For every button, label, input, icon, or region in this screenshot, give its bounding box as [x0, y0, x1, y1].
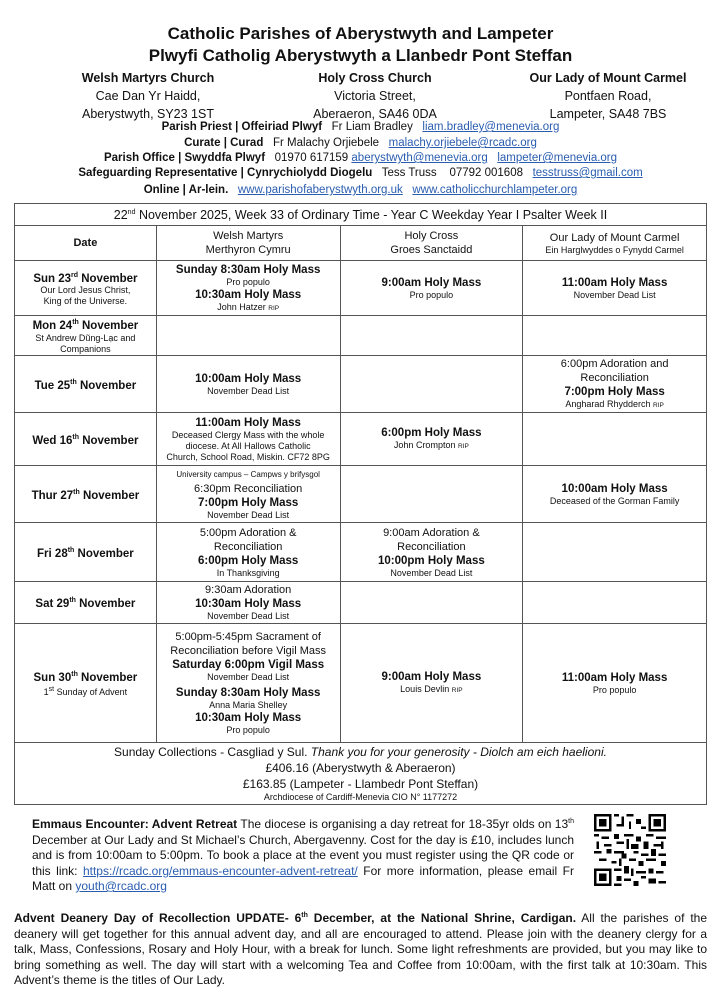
church-mount-carmel [488, 69, 721, 123]
church-address-line: Aberystwyth, SY23 1ST [81, 107, 214, 121]
holy-cross-cell [340, 356, 523, 413]
col-date-header: Date [15, 226, 157, 261]
emmaus-notice: Emmaus Encounter: Advent Retreat The diocese is organising a day retreat for 18-35yr olds on 13th December at Our Lady and St Michael’s Church, Abergavenny. Cost for the day is £10, includes lunch and is from 10:00am to 5:00pm. To book a place at the event you must register using the QR code or this link: https://rcadc.org/emmaus-encounter-advent-retreat/ For more information, please email Fr Matt on youth@rcadc.org [32, 817, 574, 893]
col-holy-cross-header: Holy Cross Groes Sanctaidd [340, 226, 523, 261]
table-row [15, 582, 707, 624]
church-name: Welsh Martyrs Church [81, 71, 215, 85]
curate-email-link[interactable]: malachy.orjiebele@rcadc.org [388, 137, 537, 149]
church-address-line: Cae Dan Yr Haidd, [95, 89, 201, 103]
holy-cross-cell: 9:00am Adoration & Reconciliation 10:00pm Holy Mass November Dead List [340, 523, 523, 582]
table-row [15, 624, 707, 743]
emmaus-title: Emmaus Encounter: Advent Retreat [32, 817, 238, 831]
holy-cross-cell [340, 466, 523, 523]
date-cell: Wed 16th November [15, 413, 157, 466]
safeguarding-line: Safeguarding Representative | Cynrychiolydd Diogelu Tess Truss 07792 001608 tesstruss@gmail.com [78, 167, 643, 179]
week-row [15, 204, 707, 226]
advent-title: Advent Deanery Day of Recollection UPDATE- 6th December, at the National Shrine, Cardigan. [14, 911, 577, 925]
date-cell: Sun 30th November 1st Sunday of Advent [15, 624, 157, 743]
mount-carmel-cell [523, 413, 707, 466]
date-cell: Fri 28th November [15, 523, 157, 582]
welsh-martyrs-cell: 5:00pm-5:45pm Sacrament of Reconciliation before Vigil Mass Saturday 6:00pm Vigil Mass November Dead List Sunday 8:30am Holy Mass Anna Maria Shelley 10:30am Holy Mass Pro populo [156, 624, 340, 743]
title-welsh: Plwyfi Catholig Aberystwyth a Llanbedr Pont Steffan [148, 46, 573, 65]
holy-cross-cell: 9:00am Holy Mass Louis Devlin RIP [340, 624, 523, 743]
date-cell: Tue 25th November [15, 356, 157, 413]
mount-carmel-cell [523, 582, 707, 624]
website-link-lampeter[interactable]: www.catholicchurchlampeter.org [412, 184, 578, 196]
welsh-martyrs-cell: University campus – Campws y brifysgol 6:30pm Reconciliation 7:00pm Holy Mass November Dead List [156, 466, 340, 523]
table-row [15, 316, 707, 356]
mount-carmel-cell: 11:00am Holy Mass Pro populo [523, 624, 707, 743]
church-name: Holy Cross Church [318, 71, 432, 85]
table-row [15, 261, 707, 316]
online-line: Online | Ar-lein. www.parishofaberystwyth.org.uk www.catholicchurchlampeter.org [143, 184, 578, 196]
welsh-martyrs-cell: 10:00am Holy Mass November Dead List [156, 356, 340, 413]
church-welsh-martyrs [28, 69, 268, 123]
mount-carmel-cell: 6:00pm Adoration and Reconciliation 7:00pm Holy Mass Angharad Rhydderch RIP [523, 356, 707, 413]
church-holy-cross [255, 69, 495, 123]
welsh-martyrs-cell: 9:30am Adoration 10:30am Holy Mass November Dead List [156, 582, 340, 624]
welsh-martyrs-cell: 11:00am Holy Mass Deceased Clergy Mass with the whole diocese. At All Hallows Catholic Church, School Road, Miskin. CF72 8PG [156, 413, 340, 466]
safeguarding-email-link[interactable]: tesstruss@gmail.com [532, 167, 643, 179]
emmaus-register-link[interactable]: https://rcadc.org/emmaus-encounter-advent-retreat/ [82, 863, 358, 878]
qr-code-icon[interactable] [594, 814, 666, 886]
welsh-martyrs-cell: 5:00pm Adoration & Reconciliation 6:00pm Holy Mass In Thanksgiving [156, 523, 340, 582]
church-address-line: Aberaeron, SA46 0DA [313, 107, 437, 121]
welsh-martyrs-cell [156, 316, 340, 356]
table-row [15, 413, 707, 466]
mount-carmel-cell [523, 523, 707, 582]
date-cell: Mon 24th November St Andrew Dũng-Lạc and Companions [15, 316, 157, 356]
parish-office-line: Parish Office | Swyddfa Plwyf 01970 617159 aberystwyth@menevia.org lampeter@menevia.org [103, 152, 618, 164]
office-email-link-lampeter[interactable]: lampeter@menevia.org [497, 152, 618, 164]
date-cell: Sun 23rd November Our Lord Jesus Christ, King of the Universe. [15, 261, 157, 316]
church-address-line: Victoria Street, [334, 89, 416, 103]
youth-email-link[interactable]: youth@rcadc.org [75, 879, 167, 893]
col-welsh-martyrs-header: Welsh Martyrs Merthyron Cymru [156, 226, 340, 261]
table-row [15, 523, 707, 582]
office-email-link[interactable]: aberystwyth@menevia.org [351, 152, 488, 164]
column-header-row [15, 226, 707, 261]
welsh-martyrs-cell: Sunday 8:30am Holy Mass Pro populo 10:30am Holy Mass John Hatzer RIP [156, 261, 340, 316]
mount-carmel-cell: 11:00am Holy Mass November Dead List [523, 261, 707, 316]
date-cell: Thur 27th November [15, 466, 157, 523]
collections-cell: Sunday Collections - Casgliad y Sul. Thank you for your generosity - Diolch am eich haelioni. £406.16 (Aberystwyth & Aberaeron) £163.85 (Lampeter - Llambedr Pont Steffan) Archdiocese of Cardiff-Menevia CIO N° 1177272 [15, 743, 707, 805]
holy-cross-cell [340, 582, 523, 624]
church-address-line: Pontfaen Road, [564, 89, 652, 103]
priest-email-link[interactable]: liam.bradley@menevia.org [422, 121, 560, 133]
title-english: Catholic Parishes of Aberystwyth and Lampeter [167, 24, 554, 43]
table-row [15, 356, 707, 413]
mount-carmel-cell: 10:00am Holy Mass Deceased of the Gorman Family [523, 466, 707, 523]
holy-cross-cell [340, 316, 523, 356]
mass-schedule-table [14, 203, 707, 805]
mount-carmel-cell [523, 316, 707, 356]
week-title: 22nd November 2025, Week 33 of Ordinary Time - Year C Weekday Year I Psalter Week II [15, 204, 707, 226]
col-mount-carmel-header: Our Lady of Mount Carmel Ein Harglwyddes o Fynydd Carmel [523, 226, 707, 261]
holy-cross-cell: 6:00pm Holy Mass John Crompton RIP [340, 413, 523, 466]
church-name: Our Lady of Mount Carmel [529, 71, 687, 85]
website-link-aberystwyth[interactable]: www.parishofaberystwyth.org.uk [237, 184, 403, 196]
collections-row [15, 743, 707, 805]
date-cell: Sat 29th November [15, 582, 157, 624]
advent-recollection-notice: Advent Deanery Day of Recollection UPDATE- 6th December, at the National Shrine, Cardigan. All the parishes of the deanery will get together for this annual advent day, and all are encouraged to attend. Please join with the deanery clergy for a talk, Mass, Confessions, Rosary and Holy Hour, with a break for lunch. Some light refreshments are provided, but you may like to bring something as well. The day will start with a welcoming Tea and Coffee from 10:00am, with the first talk at 10:30am. This Advent’s theme is the titles of Our Lady. [14, 911, 707, 987]
curate-line: Curate | Curad Fr Malachy Orjiebele malachy.orjiebele@rcadc.org [184, 137, 537, 149]
table-row [15, 466, 707, 523]
holy-cross-cell: 9:00am Holy Mass Pro populo [340, 261, 523, 316]
church-address-line: Lampeter, SA48 7BS [549, 107, 667, 121]
parish-priest-line: Parish Priest | Offeiriad Plwyf Fr Liam Bradley liam.bradley@menevia.org [161, 121, 560, 133]
